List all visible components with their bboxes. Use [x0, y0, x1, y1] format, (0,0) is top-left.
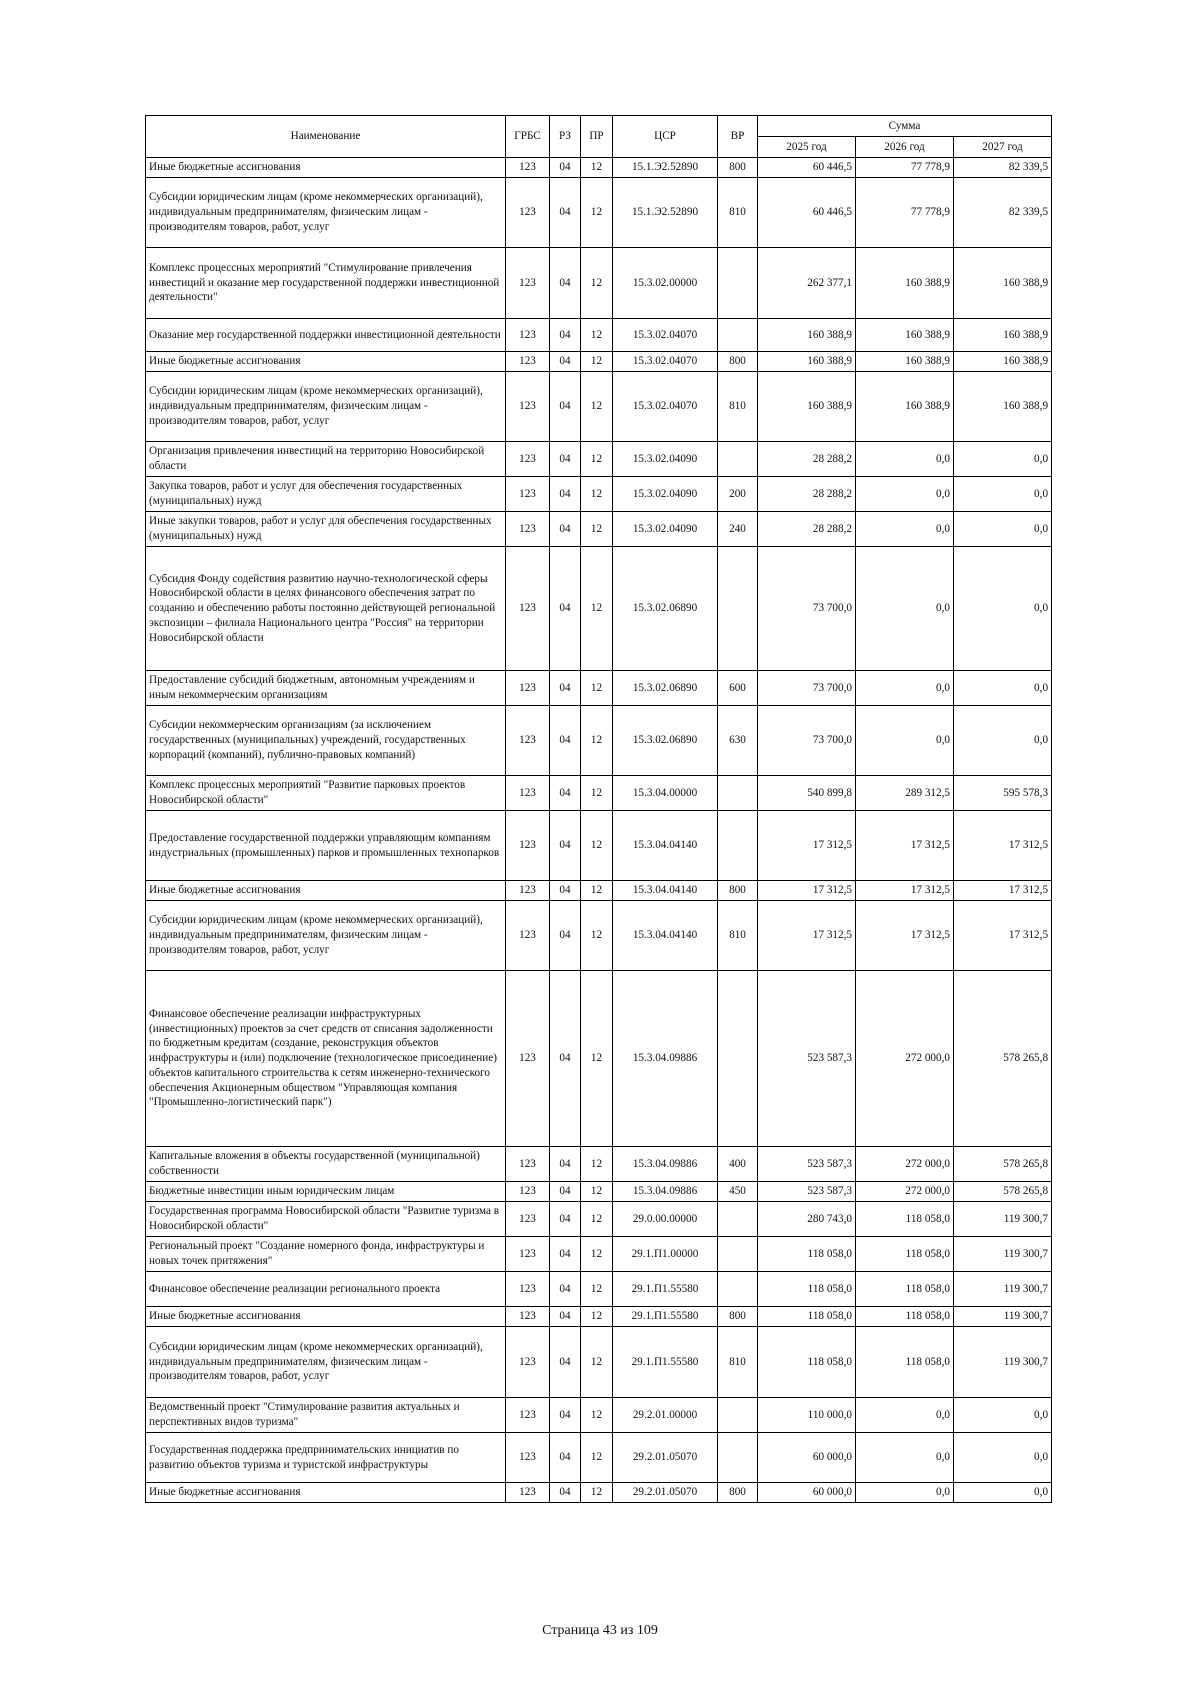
cell-pr: 12 — [581, 811, 613, 881]
cell-2026: 0,0 — [856, 1398, 954, 1433]
cell-rz: 04 — [550, 477, 581, 512]
cell-2025: 540 899,8 — [758, 776, 856, 811]
cell-name: Финансовое обеспечение реализации инфраструктурных (инвестиционных) проектов за счет средств от списания задолженности по бюджетным кредитам (создание, реконструкция объектов инфраструктуры и (или) подключение (технологическое присоединение) объектов капитального строительства к сетям инженерно-технического обеспечения Акционерным обществом "Управляющая компания "Промышленно-логистический парк") — [146, 971, 506, 1147]
cell-pr: 12 — [581, 1272, 613, 1307]
header-rz: РЗ — [550, 116, 581, 158]
cell-csr: 15.3.02.04070 — [613, 352, 718, 372]
cell-vr: 200 — [718, 477, 758, 512]
page-number: Страница 43 из 109 — [542, 1623, 658, 1638]
cell-rz: 04 — [550, 512, 581, 547]
budget-table — [145, 115, 1052, 1503]
cell-pr: 12 — [581, 352, 613, 372]
cell-name: Иные бюджетные ассигнования — [146, 158, 506, 178]
table-row — [146, 1398, 1052, 1433]
cell-2027: 160 388,9 — [954, 319, 1052, 352]
cell-vr: 800 — [718, 352, 758, 372]
cell-csr: 15.3.02.04090 — [613, 512, 718, 547]
table-row — [146, 1237, 1052, 1272]
cell-name: Предоставление субсидий бюджетным, автономным учреждениям и иным некоммерческим организациям — [146, 671, 506, 706]
cell-vr — [718, 811, 758, 881]
table-row — [146, 248, 1052, 319]
cell-2026: 118 058,0 — [856, 1202, 954, 1237]
cell-2026: 272 000,0 — [856, 1147, 954, 1182]
cell-2025: 60 446,5 — [758, 158, 856, 178]
cell-rz: 04 — [550, 1307, 581, 1327]
cell-2027: 595 578,3 — [954, 776, 1052, 811]
cell-rz: 04 — [550, 776, 581, 811]
cell-2027: 578 265,8 — [954, 971, 1052, 1147]
table-row — [146, 178, 1052, 248]
cell-pr: 12 — [581, 671, 613, 706]
cell-2025: 118 058,0 — [758, 1272, 856, 1307]
table-row — [146, 442, 1052, 477]
cell-csr: 15.3.02.06890 — [613, 671, 718, 706]
table-row — [146, 372, 1052, 442]
cell-vr: 630 — [718, 706, 758, 776]
cell-rz: 04 — [550, 1182, 581, 1202]
cell-grbs: 123 — [506, 512, 550, 547]
cell-pr: 12 — [581, 1307, 613, 1327]
cell-2026: 272 000,0 — [856, 1182, 954, 1202]
cell-pr: 12 — [581, 776, 613, 811]
cell-name: Субсидии юридическим лицам (кроме некоммерческих организаций), индивидуальным предпринимателям, физическим лицам - производителям товаров, работ, услуг — [146, 372, 506, 442]
cell-rz: 04 — [550, 352, 581, 372]
cell-2025: 28 288,2 — [758, 442, 856, 477]
cell-rz: 04 — [550, 319, 581, 352]
table-row — [146, 1272, 1052, 1307]
cell-rz: 04 — [550, 547, 581, 671]
cell-2027: 0,0 — [954, 671, 1052, 706]
cell-pr: 12 — [581, 477, 613, 512]
cell-name: Иные закупки товаров, работ и услуг для обеспечения государственных (муниципальных) нужд — [146, 512, 506, 547]
cell-2026: 118 058,0 — [856, 1237, 954, 1272]
cell-name: Капитальные вложения в объекты государственной (муниципальной) собственности — [146, 1147, 506, 1182]
cell-2025: 73 700,0 — [758, 547, 856, 671]
cell-csr: 15.3.04.09886 — [613, 1147, 718, 1182]
table-row — [146, 158, 1052, 178]
cell-pr: 12 — [581, 1147, 613, 1182]
cell-2026: 0,0 — [856, 1483, 954, 1503]
cell-pr: 12 — [581, 881, 613, 901]
table-row — [146, 319, 1052, 352]
cell-2025: 160 388,9 — [758, 352, 856, 372]
cell-name: Финансовое обеспечение реализации регионального проекта — [146, 1272, 506, 1307]
header-name: Наименование — [146, 116, 506, 158]
cell-vr: 400 — [718, 1147, 758, 1182]
cell-vr: 810 — [718, 178, 758, 248]
cell-2027: 578 265,8 — [954, 1147, 1052, 1182]
cell-rz: 04 — [550, 1398, 581, 1433]
header-year-2025: 2025 год — [758, 137, 856, 158]
cell-csr: 29.2.01.05070 — [613, 1433, 718, 1483]
cell-pr: 12 — [581, 372, 613, 442]
cell-csr: 15.3.04.00000 — [613, 776, 718, 811]
cell-vr — [718, 248, 758, 319]
header-vr: ВР — [718, 116, 758, 158]
cell-pr: 12 — [581, 1237, 613, 1272]
cell-rz: 04 — [550, 1202, 581, 1237]
cell-csr: 29.1.П1.55580 — [613, 1327, 718, 1398]
cell-2027: 0,0 — [954, 1433, 1052, 1483]
cell-pr: 12 — [581, 1483, 613, 1503]
cell-csr: 29.1.П1.00000 — [613, 1237, 718, 1272]
cell-pr: 12 — [581, 1202, 613, 1237]
cell-2025: 523 587,3 — [758, 971, 856, 1147]
cell-2026: 77 778,9 — [856, 178, 954, 248]
table-row — [146, 352, 1052, 372]
cell-vr: 600 — [718, 671, 758, 706]
cell-grbs: 123 — [506, 1272, 550, 1307]
cell-rz: 04 — [550, 811, 581, 881]
cell-2025: 118 058,0 — [758, 1327, 856, 1398]
table-row — [146, 706, 1052, 776]
table-row — [146, 811, 1052, 881]
cell-2026: 0,0 — [856, 1433, 954, 1483]
cell-name: Государственная программа Новосибирской области "Развитие туризма в Новосибирской области" — [146, 1202, 506, 1237]
cell-pr: 12 — [581, 547, 613, 671]
cell-csr: 15.3.04.04140 — [613, 901, 718, 971]
cell-rz: 04 — [550, 706, 581, 776]
cell-grbs: 123 — [506, 811, 550, 881]
cell-2026: 118 058,0 — [856, 1307, 954, 1327]
cell-pr: 12 — [581, 1433, 613, 1483]
cell-2025: 28 288,2 — [758, 477, 856, 512]
table-row — [146, 776, 1052, 811]
cell-csr: 15.1.Э2.52890 — [613, 158, 718, 178]
cell-2026: 160 388,9 — [856, 352, 954, 372]
cell-2027: 119 300,7 — [954, 1202, 1052, 1237]
table-row — [146, 1182, 1052, 1202]
cell-grbs: 123 — [506, 372, 550, 442]
cell-vr — [718, 776, 758, 811]
cell-grbs: 123 — [506, 881, 550, 901]
cell-name: Организация привлечения инвестиций на территорию Новосибирской области — [146, 442, 506, 477]
cell-grbs: 123 — [506, 1182, 550, 1202]
cell-2025: 110 000,0 — [758, 1398, 856, 1433]
cell-grbs: 123 — [506, 901, 550, 971]
cell-2027: 0,0 — [954, 512, 1052, 547]
cell-csr: 29.1.П1.55580 — [613, 1307, 718, 1327]
cell-pr: 12 — [581, 1182, 613, 1202]
cell-name: Субсидии юридическим лицам (кроме некоммерческих организаций), индивидуальным предпринимателям, физическим лицам - производителям товаров, работ, услуг — [146, 178, 506, 248]
header-year-2026: 2026 год — [856, 137, 954, 158]
cell-name: Субсидии юридическим лицам (кроме некоммерческих организаций), индивидуальным предпринимателям, физическим лицам - производителям товаров, работ, услуг — [146, 901, 506, 971]
cell-vr: 450 — [718, 1182, 758, 1202]
cell-vr: 240 — [718, 512, 758, 547]
cell-name: Ведомственный проект "Стимулирование развития актуальных и перспективных видов туризма" — [146, 1398, 506, 1433]
table-row — [146, 547, 1052, 671]
cell-csr: 15.3.02.04090 — [613, 442, 718, 477]
cell-name: Субсидии юридическим лицам (кроме некоммерческих организаций), индивидуальным предпринимателям, физическим лицам - производителям товаров, работ, услуг — [146, 1327, 506, 1398]
cell-2025: 280 743,0 — [758, 1202, 856, 1237]
cell-rz: 04 — [550, 881, 581, 901]
cell-grbs: 123 — [506, 706, 550, 776]
cell-grbs: 123 — [506, 442, 550, 477]
cell-csr: 15.3.02.06890 — [613, 547, 718, 671]
cell-2025: 262 377,1 — [758, 248, 856, 319]
cell-2026: 0,0 — [856, 512, 954, 547]
cell-vr — [718, 1398, 758, 1433]
cell-2025: 118 058,0 — [758, 1237, 856, 1272]
cell-name: Предоставление государственной поддержки управляющим компаниям индустриальных (промышленных) парков и промышленных технопарков — [146, 811, 506, 881]
cell-2027: 82 339,5 — [954, 178, 1052, 248]
cell-vr: 810 — [718, 1327, 758, 1398]
cell-2027: 17 312,5 — [954, 811, 1052, 881]
cell-2027: 0,0 — [954, 706, 1052, 776]
cell-rz: 04 — [550, 901, 581, 971]
cell-pr: 12 — [581, 442, 613, 477]
table-row — [146, 1202, 1052, 1237]
cell-2026: 0,0 — [856, 477, 954, 512]
cell-2027: 119 300,7 — [954, 1237, 1052, 1272]
cell-2027: 0,0 — [954, 442, 1052, 477]
cell-grbs: 123 — [506, 547, 550, 671]
cell-vr: 800 — [718, 1307, 758, 1327]
cell-pr: 12 — [581, 248, 613, 319]
cell-csr: 29.2.01.00000 — [613, 1398, 718, 1433]
cell-vr: 800 — [718, 158, 758, 178]
cell-rz: 04 — [550, 971, 581, 1147]
cell-rz: 04 — [550, 248, 581, 319]
cell-2026: 289 312,5 — [856, 776, 954, 811]
table-row — [146, 1483, 1052, 1503]
cell-2026: 160 388,9 — [856, 372, 954, 442]
cell-2025: 523 587,3 — [758, 1182, 856, 1202]
table-row — [146, 901, 1052, 971]
cell-grbs: 123 — [506, 352, 550, 372]
cell-pr: 12 — [581, 1327, 613, 1398]
cell-csr: 15.3.04.04140 — [613, 881, 718, 901]
cell-vr — [718, 319, 758, 352]
header-csr: ЦСР — [613, 116, 718, 158]
cell-vr: 810 — [718, 372, 758, 442]
cell-2027: 119 300,7 — [954, 1307, 1052, 1327]
cell-name: Бюджетные инвестиции иным юридическим лицам — [146, 1182, 506, 1202]
cell-csr: 15.3.04.04140 — [613, 811, 718, 881]
cell-name: Комплекс процессных мероприятий "Развитие парковых проектов Новосибирской области" — [146, 776, 506, 811]
table-header — [146, 116, 1052, 158]
cell-2026: 0,0 — [856, 671, 954, 706]
cell-vr — [718, 1237, 758, 1272]
cell-csr: 15.3.02.04070 — [613, 319, 718, 352]
cell-vr: 800 — [718, 881, 758, 901]
table-row — [146, 881, 1052, 901]
cell-csr: 29.2.01.05070 — [613, 1483, 718, 1503]
cell-csr: 29.1.П1.55580 — [613, 1272, 718, 1307]
cell-2026: 0,0 — [856, 442, 954, 477]
table-row — [146, 512, 1052, 547]
table-row — [146, 971, 1052, 1147]
table-body — [146, 158, 1052, 1503]
cell-grbs: 123 — [506, 1307, 550, 1327]
cell-rz: 04 — [550, 178, 581, 248]
cell-2027: 119 300,7 — [954, 1327, 1052, 1398]
cell-2025: 160 388,9 — [758, 319, 856, 352]
cell-csr: 15.3.04.09886 — [613, 971, 718, 1147]
cell-grbs: 123 — [506, 477, 550, 512]
table-row — [146, 477, 1052, 512]
cell-name: Иные бюджетные ассигнования — [146, 881, 506, 901]
cell-grbs: 123 — [506, 178, 550, 248]
cell-2027: 578 265,8 — [954, 1182, 1052, 1202]
cell-vr — [718, 1433, 758, 1483]
table-row — [146, 1307, 1052, 1327]
table-row — [146, 1147, 1052, 1182]
cell-2027: 0,0 — [954, 1483, 1052, 1503]
cell-name: Комплекс процессных мероприятий "Стимулирование привлечения инвестиций и оказание мер государственной поддержки инвестиционной деятельности" — [146, 248, 506, 319]
cell-grbs: 123 — [506, 1327, 550, 1398]
cell-pr: 12 — [581, 1398, 613, 1433]
cell-2026: 118 058,0 — [856, 1327, 954, 1398]
header-year-2027: 2027 год — [954, 137, 1052, 158]
table-row — [146, 671, 1052, 706]
cell-grbs: 123 — [506, 248, 550, 319]
cell-vr: 810 — [718, 901, 758, 971]
cell-rz: 04 — [550, 442, 581, 477]
cell-grbs: 123 — [506, 971, 550, 1147]
cell-rz: 04 — [550, 372, 581, 442]
cell-vr — [718, 1272, 758, 1307]
cell-2027: 82 339,5 — [954, 158, 1052, 178]
cell-name: Региональный проект "Создание номерного фонда, инфраструктуры и новых точек притяжения" — [146, 1237, 506, 1272]
cell-rz: 04 — [550, 1433, 581, 1483]
cell-rz: 04 — [550, 1237, 581, 1272]
cell-name: Закупка товаров, работ и услуг для обеспечения государственных (муниципальных) нужд — [146, 477, 506, 512]
cell-2027: 160 388,9 — [954, 372, 1052, 442]
cell-name: Субсидия Фонду содействия развитию научно-технологической сферы Новосибирской области в целях финансового обеспечения затрат по созданию и обеспечению работы постоянно действующей региональной экспозиции – филиала Национального центра "Россия" на территории Новосибирской области — [146, 547, 506, 671]
cell-name: Иные бюджетные ассигнования — [146, 1307, 506, 1327]
cell-vr — [718, 547, 758, 671]
cell-2027: 0,0 — [954, 547, 1052, 671]
cell-2026: 0,0 — [856, 706, 954, 776]
cell-2027: 160 388,9 — [954, 352, 1052, 372]
budget-table-container — [145, 115, 1051, 1503]
cell-2027: 0,0 — [954, 1398, 1052, 1433]
table-row — [146, 1327, 1052, 1398]
cell-vr — [718, 1202, 758, 1237]
cell-2025: 28 288,2 — [758, 512, 856, 547]
cell-csr: 15.1.Э2.52890 — [613, 178, 718, 248]
cell-pr: 12 — [581, 706, 613, 776]
cell-rz: 04 — [550, 1483, 581, 1503]
table-row — [146, 1433, 1052, 1483]
cell-csr: 15.3.04.09886 — [613, 1182, 718, 1202]
cell-name: Государственная поддержка предпринимательских инициатив по развитию объектов туризма и туристской инфраструктуры — [146, 1433, 506, 1483]
cell-2027: 119 300,7 — [954, 1272, 1052, 1307]
cell-grbs: 123 — [506, 1147, 550, 1182]
cell-2026: 272 000,0 — [856, 971, 954, 1147]
cell-2025: 17 312,5 — [758, 811, 856, 881]
cell-name: Субсидии некоммерческим организациям (за исключением государственных (муниципальных) учреждений, государственных корпораций (компаний), публично-правовых компаний) — [146, 706, 506, 776]
cell-name: Оказание мер государственной поддержки инвестиционной деятельности — [146, 319, 506, 352]
cell-2025: 118 058,0 — [758, 1307, 856, 1327]
cell-2025: 60 446,5 — [758, 178, 856, 248]
cell-2025: 17 312,5 — [758, 901, 856, 971]
header-pr: ПР — [581, 116, 613, 158]
cell-pr: 12 — [581, 158, 613, 178]
cell-2025: 73 700,0 — [758, 706, 856, 776]
cell-grbs: 123 — [506, 1237, 550, 1272]
cell-rz: 04 — [550, 1327, 581, 1398]
cell-pr: 12 — [581, 901, 613, 971]
cell-2027: 0,0 — [954, 477, 1052, 512]
cell-grbs: 123 — [506, 319, 550, 352]
cell-grbs: 123 — [506, 776, 550, 811]
cell-pr: 12 — [581, 178, 613, 248]
cell-2026: 77 778,9 — [856, 158, 954, 178]
cell-grbs: 123 — [506, 1483, 550, 1503]
cell-grbs: 123 — [506, 1202, 550, 1237]
cell-pr: 12 — [581, 971, 613, 1147]
header-sum: Сумма — [758, 116, 1052, 137]
cell-2025: 60 000,0 — [758, 1433, 856, 1483]
cell-2027: 17 312,5 — [954, 901, 1052, 971]
cell-2025: 17 312,5 — [758, 881, 856, 901]
cell-2025: 73 700,0 — [758, 671, 856, 706]
cell-grbs: 123 — [506, 671, 550, 706]
header-grbs: ГРБС — [506, 116, 550, 158]
cell-pr: 12 — [581, 319, 613, 352]
cell-csr: 15.3.02.04070 — [613, 372, 718, 442]
cell-rz: 04 — [550, 158, 581, 178]
cell-2025: 60 000,0 — [758, 1483, 856, 1503]
cell-vr — [718, 442, 758, 477]
cell-2026: 17 312,5 — [856, 881, 954, 901]
cell-2025: 523 587,3 — [758, 1147, 856, 1182]
cell-csr: 29.0.00.00000 — [613, 1202, 718, 1237]
cell-csr: 15.3.02.06890 — [613, 706, 718, 776]
cell-2026: 160 388,9 — [856, 319, 954, 352]
cell-vr: 800 — [718, 1483, 758, 1503]
cell-2025: 160 388,9 — [758, 372, 856, 442]
cell-csr: 15.3.02.04090 — [613, 477, 718, 512]
cell-rz: 04 — [550, 1147, 581, 1182]
cell-rz: 04 — [550, 1272, 581, 1307]
cell-2026: 17 312,5 — [856, 901, 954, 971]
cell-name: Иные бюджетные ассигнования — [146, 1483, 506, 1503]
cell-name: Иные бюджетные ассигнования — [146, 352, 506, 372]
cell-2026: 160 388,9 — [856, 248, 954, 319]
cell-2026: 17 312,5 — [856, 811, 954, 881]
cell-pr: 12 — [581, 512, 613, 547]
cell-grbs: 123 — [506, 1433, 550, 1483]
cell-2027: 17 312,5 — [954, 881, 1052, 901]
cell-vr — [718, 971, 758, 1147]
cell-csr: 15.3.02.00000 — [613, 248, 718, 319]
cell-2026: 118 058,0 — [856, 1272, 954, 1307]
cell-rz: 04 — [550, 671, 581, 706]
cell-2026: 0,0 — [856, 547, 954, 671]
cell-grbs: 123 — [506, 158, 550, 178]
cell-2027: 160 388,9 — [954, 248, 1052, 319]
cell-grbs: 123 — [506, 1398, 550, 1433]
